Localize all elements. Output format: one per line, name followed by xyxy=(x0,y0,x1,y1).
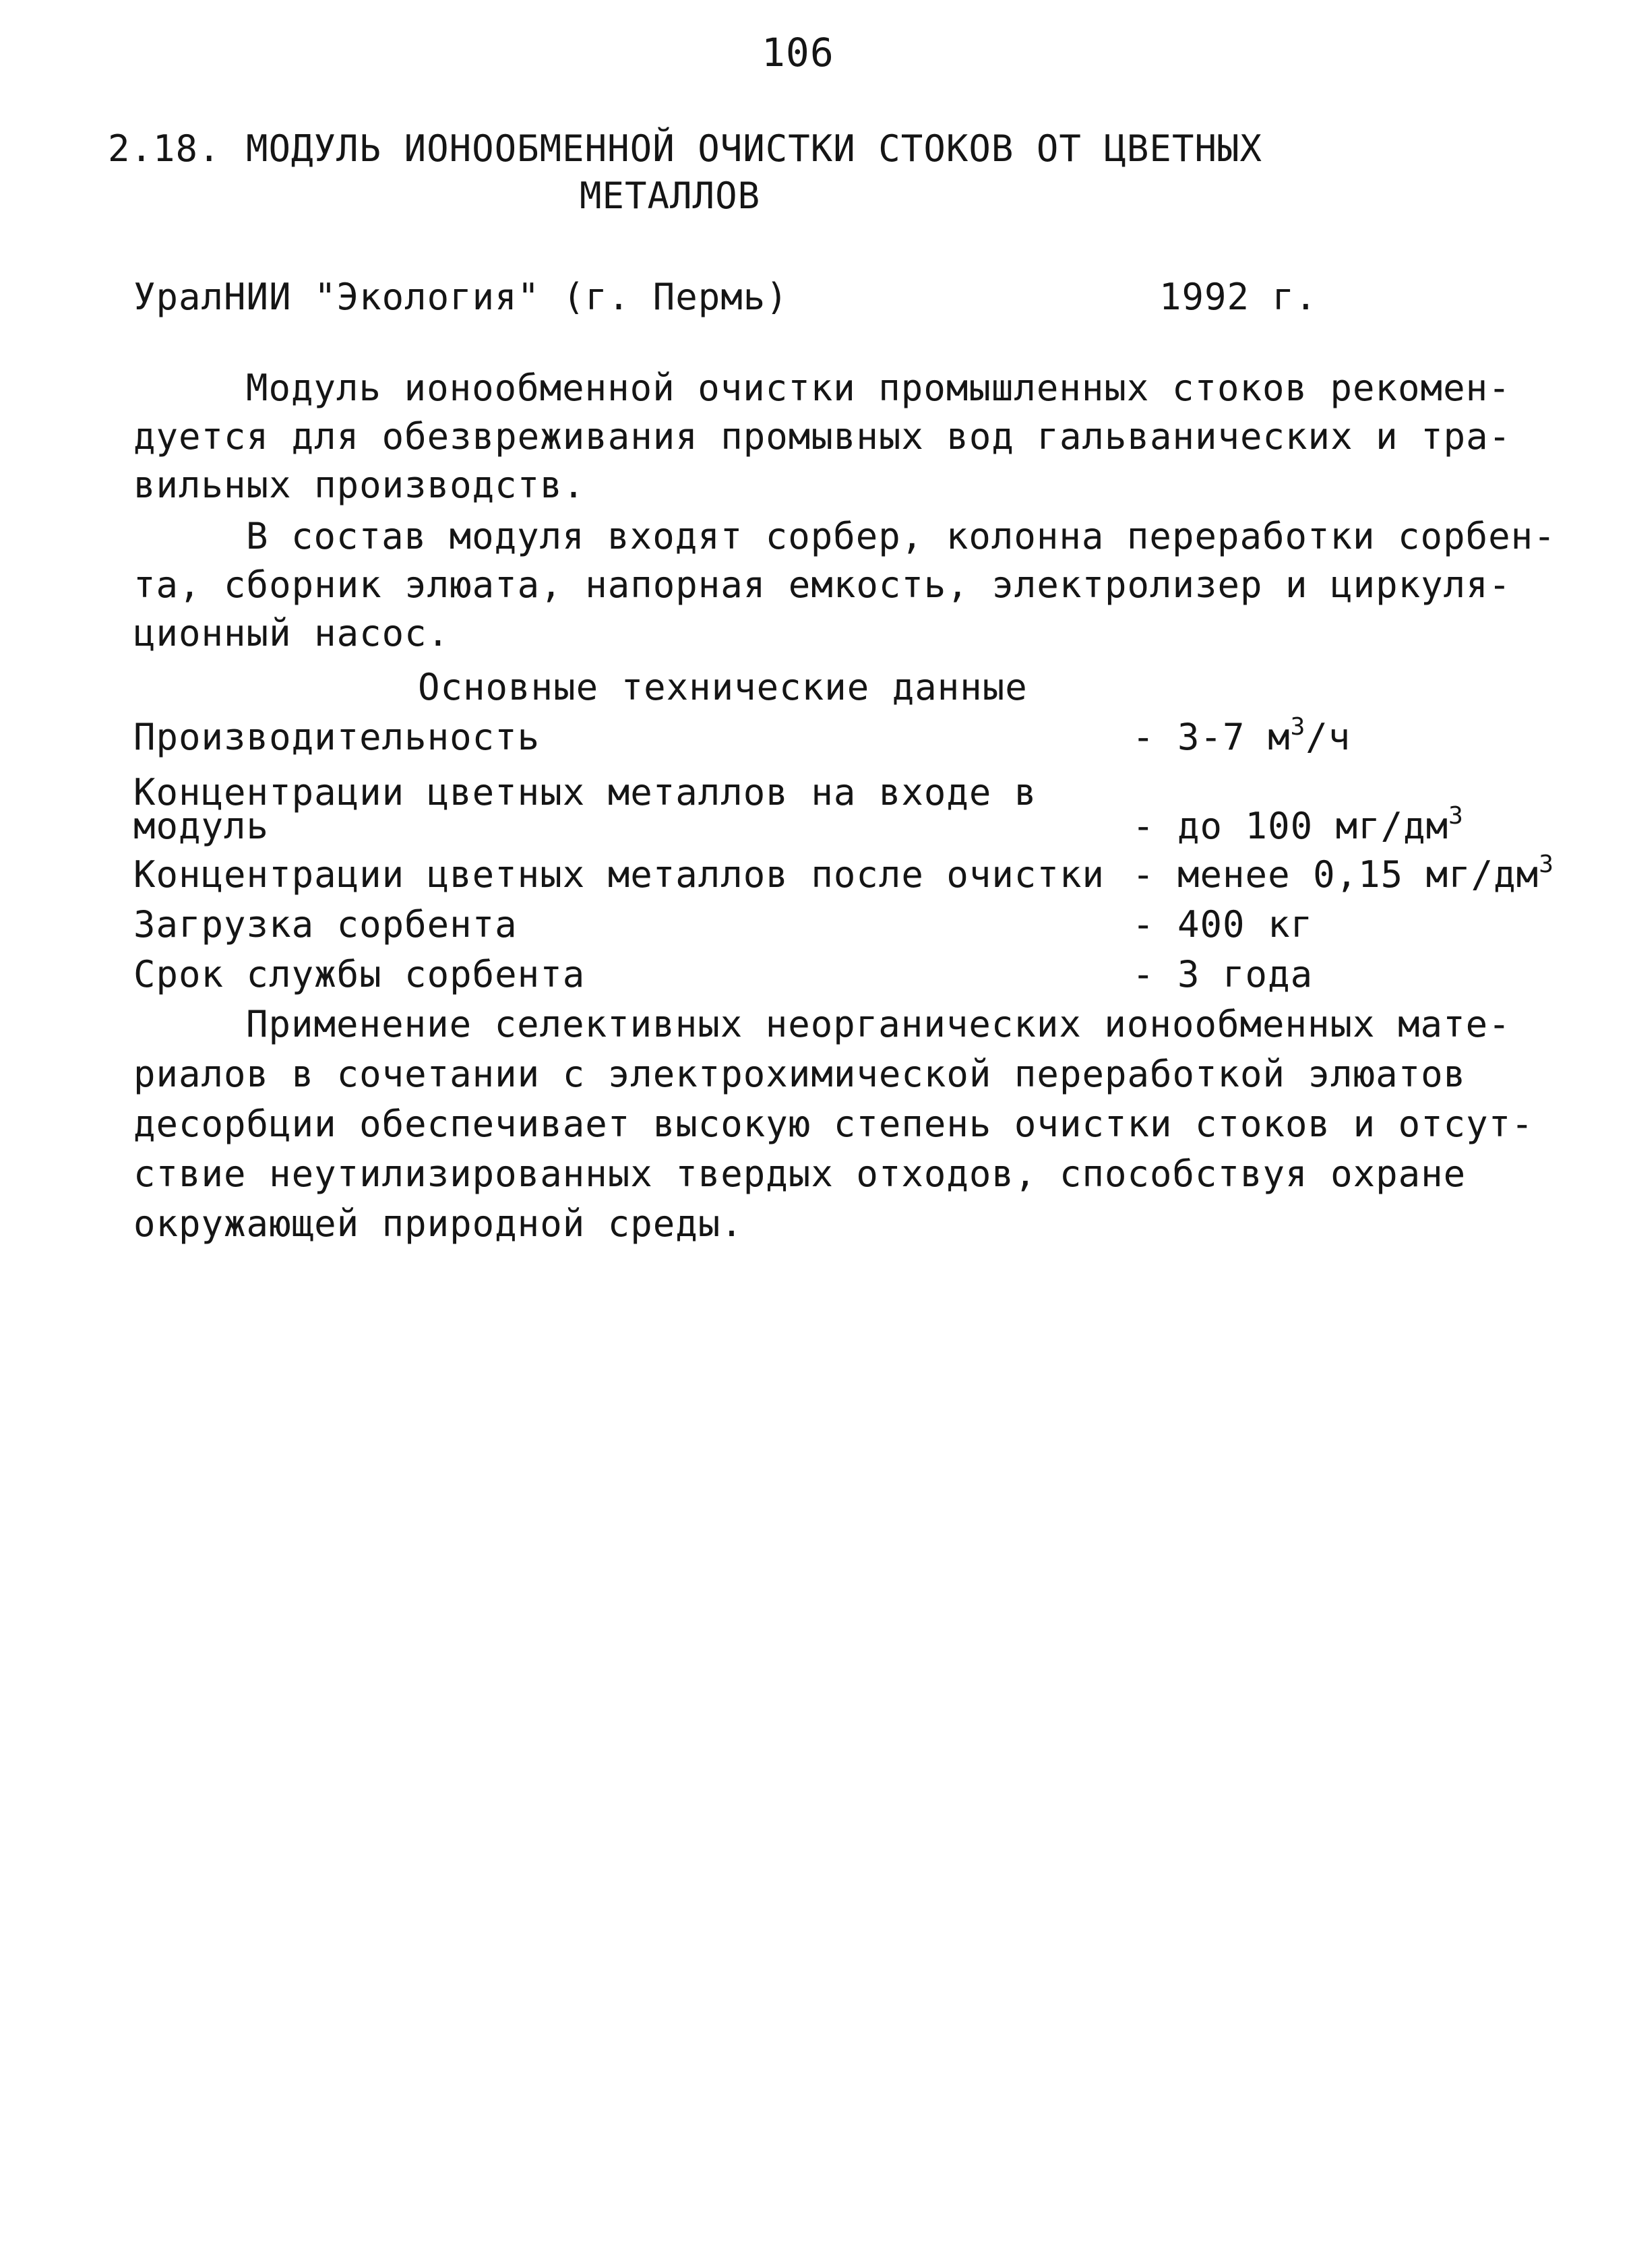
composition-line: та, сборник элюата, напорная емкость, электролизер и циркуля- xyxy=(133,563,1512,606)
spec-value: - 3-7 $м^3/ч$ xyxy=(1132,713,1351,758)
spec-value: - 3 года xyxy=(1132,953,1314,995)
section-number: 2.18. xyxy=(108,127,221,170)
intro-line: вильных производств. xyxy=(133,464,586,506)
spec-value: - менее 0,15 $мг/дм^3$ xyxy=(1132,851,1554,896)
intro-line: дуется для обезвреживания промывных вод гальванических и тра- xyxy=(133,415,1512,458)
spec-label: Концентрации цветных металлов после очистки xyxy=(133,853,1105,896)
conclusion-line: риалов в сочетании с электрохимической переработкой элюатов xyxy=(133,1053,1467,1095)
source-year: 1992 г. xyxy=(1159,276,1318,318)
spec-label-continuation: модуль xyxy=(133,805,270,847)
source-organization: УралНИИ "Экология" (г. Пермь) xyxy=(133,276,789,318)
intro-line: Модуль ионообменной очистки промышленных стоков рекомен- xyxy=(246,367,1511,409)
spec-label: Производительность xyxy=(133,716,541,758)
conclusion-line: Применение селективных неорганических ионообменных мате- xyxy=(246,1003,1511,1045)
composition-line: В состав модуля входят сорбер, колонна переработки сорбен- xyxy=(246,515,1556,557)
composition-line: ционный насос. xyxy=(133,612,450,654)
conclusion-line: окружающей природной среды. xyxy=(133,1202,743,1245)
spec-label: Срок службы сорбента xyxy=(133,953,586,995)
spec-value: - до 100 $мг/дм^3$ xyxy=(1132,802,1464,847)
section-title-line-2: МЕТАЛЛОВ xyxy=(580,175,761,217)
spec-label: Концентрации цветных металлов на входе в xyxy=(133,771,1037,814)
spec-value: - 400 кг xyxy=(1132,903,1314,946)
conclusion-line: десорбции обеспечивает высокую степень очистки стоков и отсут- xyxy=(133,1103,1534,1145)
specs-heading: Основные технические данные xyxy=(418,666,1028,708)
page-number: 106 xyxy=(762,30,834,75)
spec-label: Загрузка сорбента xyxy=(133,903,518,946)
section-title-line-1: МОДУЛЬ ИОНООБМЕННОЙ ОЧИСТКИ СТОКОВ ОТ ЦВЕТНЫХ xyxy=(246,127,1262,170)
conclusion-line: ствие неутилизированных твердых отходов, способствуя охране xyxy=(133,1153,1467,1195)
